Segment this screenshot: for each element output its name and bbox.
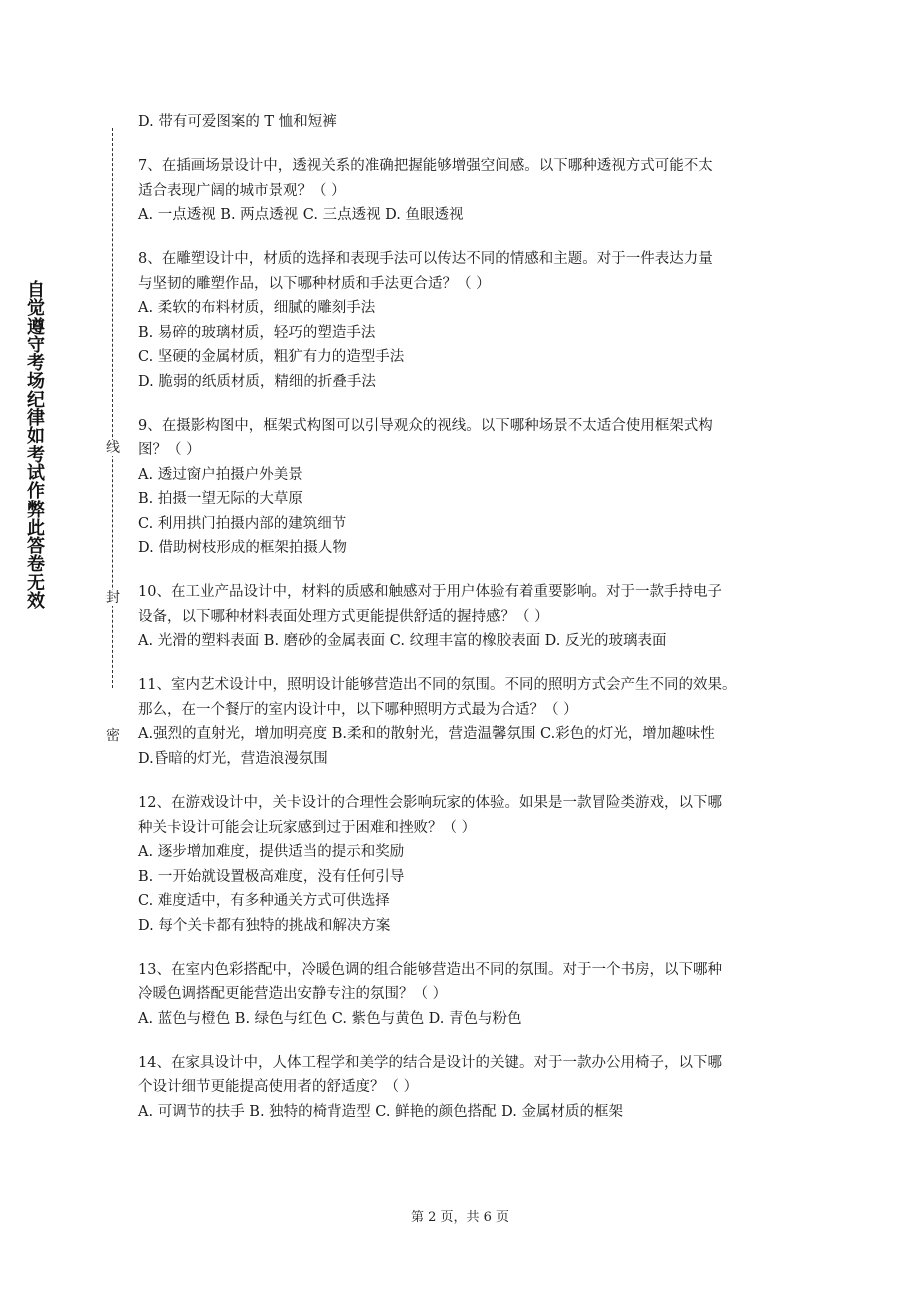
- question-option: C. 坚硬的金属材质，粗犷有力的造型手法: [138, 349, 405, 366]
- question-options: A. 光滑的塑料表面 B. 磨砂的金属表面 C. 纹理丰富的橡胶表面 D. 反光的玻璃表面: [138, 633, 667, 650]
- question-line: 那么，在一个餐厅的室内设计中，以下哪种照明方式最为合适？（ ）: [138, 701, 578, 718]
- question-options: A. 蓝色与橙色 B. 绿色与红色 C. 紫色与黄色 D. 青色与粉色: [138, 1010, 522, 1027]
- question-line: 14、在家具设计中，人体工程学和美学的结合是设计的关键。对于一款办公用椅子，以下哪: [138, 1054, 722, 1071]
- question-options: A. 可调节的扶手 B. 独特的椅背造型 C. 鲜艳的颜色搭配 D. 金属材质的框架: [138, 1103, 624, 1120]
- question-block: [138, 414, 793, 561]
- question-line: 9、在摄影构图中，框架式构图可以引导观众的视线。以下哪种场景不太适合使用框架式构: [138, 417, 713, 434]
- question-block: [138, 673, 793, 771]
- question-block: [138, 110, 793, 135]
- question-line: 12、在游戏设计中，关卡设计的合理性会影响玩家的体验。如果是一款冒险类游戏，以下哪: [138, 795, 722, 812]
- question-option: D. 每个关卡都有独特的挑战和解决方案: [138, 917, 391, 934]
- question-option: B. 一开始就设置极高难度，没有任何引导: [138, 868, 405, 885]
- question-option: C. 利用拱门拍摄内部的建筑细节: [138, 515, 347, 532]
- question-option: A. 逐步增加难度，提供适当的提示和奖励: [138, 844, 405, 861]
- question-option: C. 难度适中，有多种通关方式可供选择: [138, 893, 390, 910]
- question-line: 11、室内艺术设计中，照明设计能够营造出不同的氛围。不同的照明方式会产生不同的效果。: [138, 677, 737, 694]
- question-options: A.强烈的直射光，增加明亮度 B.柔和的散射光，营造温馨氛围 C.彩色的灯光，增加趣味性: [138, 726, 715, 743]
- question-block: [138, 791, 793, 938]
- question-option: D.昏暗的灯光，营造浪漫氛围: [138, 750, 328, 767]
- question-option: A. 柔软的布料材质，细腻的雕刻手法: [138, 300, 376, 317]
- question-block: [138, 1051, 793, 1125]
- question-option: B. 拍摄一望无际的大草原: [138, 491, 303, 508]
- question-option: A. 透过窗户拍摄户外美景: [138, 466, 303, 483]
- page-number: 第 2 页，共 6 页: [410, 1210, 510, 1225]
- question-list: [138, 110, 793, 1144]
- seal-mark-seal: 封: [106, 590, 120, 606]
- question-option: D. 借助树枝形成的框架拍摄人物: [138, 540, 347, 557]
- question-block: [138, 247, 793, 394]
- question-line: 图？（ ）: [138, 442, 201, 459]
- question-options: A. 一点透视 B. 两点透视 C. 三点透视 D. 鱼眼透视: [138, 207, 464, 224]
- question-line: 冷暖色调搭配更能营造出安静专注的氛围？（ ）: [138, 986, 448, 1003]
- question-line: 设备，以下哪种材料表面处理方式更能提供舒适的握持感？（ ）: [138, 608, 549, 625]
- question-line: 8、在雕塑设计中，材质的选择和表现手法可以传达不同的情感和主题。对于一件表达力量: [138, 251, 713, 268]
- question-line: 7、在插画场景设计中，透视关系的准确把握能够增强空间感。以下哪种透视方式可能不太: [138, 158, 713, 175]
- question-option: B. 易碎的玻璃材质，轻巧的塑造手法: [138, 324, 376, 341]
- question-line: 13、在室内色彩搭配中，冷暖色调的组合能够营造出不同的氛围。对于一个书房，以下哪种: [138, 961, 722, 978]
- exam-discipline-notice: 自觉遵守考场纪律如考试作弊此答卷无效: [27, 280, 45, 613]
- question-line: 个设计细节更能提高使用者的舒适度？（ ）: [138, 1079, 419, 1096]
- seal-mark-line: 线: [106, 440, 120, 456]
- question-line: 适合表现广阔的城市景观？（ ）: [138, 182, 346, 199]
- question-block: [138, 580, 793, 654]
- question-block: [138, 958, 793, 1032]
- question-line: 种关卡设计可能会让玩家感到过于困难和挫败？（ ）: [138, 819, 477, 836]
- seal-mark-secret: 密: [106, 728, 120, 744]
- question-line: 10、在工业产品设计中，材料的质感和触感对于用户体验有着重要影响。对于一款手持电子: [138, 584, 722, 601]
- question-line: D. 带有可爱图案的 T 恤和短裤: [138, 114, 337, 130]
- question-line: 与坚韧的雕塑作品，以下哪种材质和手法更合适？（ ）: [138, 275, 491, 292]
- question-block: [138, 154, 793, 228]
- question-option: D. 脆弱的纸质材质，精细的折叠手法: [138, 373, 376, 390]
